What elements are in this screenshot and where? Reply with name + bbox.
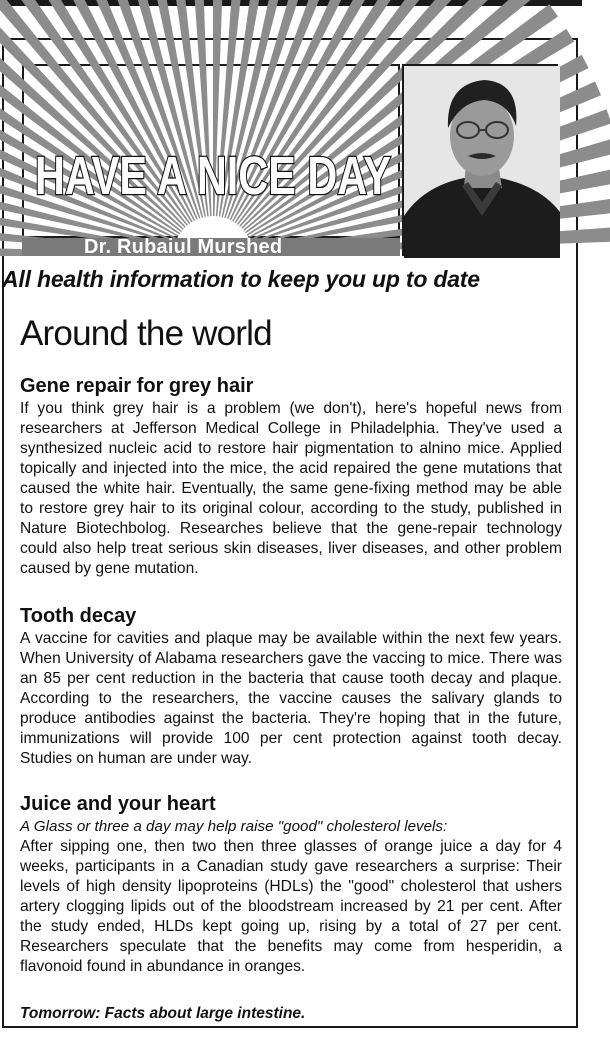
article-body: If you think grey hair is a problem (we don't), here's hopeful news from researchers at Jefferson Medical College in Philadelphia. They've used a synthesized nucleic acid to restore hair pigmentation to alnino mice. Applied topically and injected into the mice, the acid repaired the gene mutations that caused the white hair. Eventually, the same gene-fixing method may be able to restore grey hair to its original colour, according to the study, published in Nature Biotechbolog. Researches believe that the gene-repair technology could also help treat serious skin diseases, liver diseases, and other problem caused by gene mutation. [20, 400, 562, 577]
tomorrow-note: Tomorrow: Facts about large intestine. [20, 1005, 306, 1022]
article-gene-repair [20, 375, 562, 579]
column-logo [24, 66, 402, 240]
column-banner [22, 64, 558, 256]
author-name: Dr. Rubaiul Murshed [84, 236, 283, 258]
author-name-bar [22, 238, 400, 256]
article-tooth-decay [20, 605, 562, 769]
article-heading: Gene repair for grey hair [20, 375, 254, 397]
column-title: HAVE A NICE DAY [35, 146, 391, 206]
article-juice-heart [20, 793, 562, 977]
article-body: A vaccine for cavities and plaque may be available within the next few years. When University of Alabama researchers gave the vaccing to mice. There was an 85 per cent reduction in the bacteria that cause tooth decay and plaque. According to the researchers, the vaccine causes the salivary glands to produce antibodies against the bacteria. They're hoping that in the future, immunizations will provide 100 per cent protection against tooth decay. Studies on human are under way. [20, 630, 562, 767]
article-subheading: A Glass or three a day may help raise "good" cholesterol levels: [20, 818, 448, 835]
author-photo [402, 64, 558, 256]
section-title: Around the world [20, 314, 272, 353]
sunburst-panel [22, 64, 400, 238]
article-heading: Juice and your heart [20, 793, 216, 815]
tagline: All health information to keep you up to date [2, 266, 480, 292]
author-portrait-icon [404, 66, 560, 258]
article-heading: Tooth decay [20, 605, 137, 627]
article-body: After sipping one, then two then three glasses of orange juice a day for 4 weeks, participants in a Canadian study gave researchers a surprise: Their levels of high density lipoproteins (HDLs) the "good" cholesterol that ushers artery clogging lipids out of the bloodstream increased by 21 per cent. After the study ended, HLDs kept going up, rising by a total of 27 per cent. Researchers speculate that the benefits may come from hesperidin, a flavonoid found in abundance in oranges. [20, 838, 562, 975]
